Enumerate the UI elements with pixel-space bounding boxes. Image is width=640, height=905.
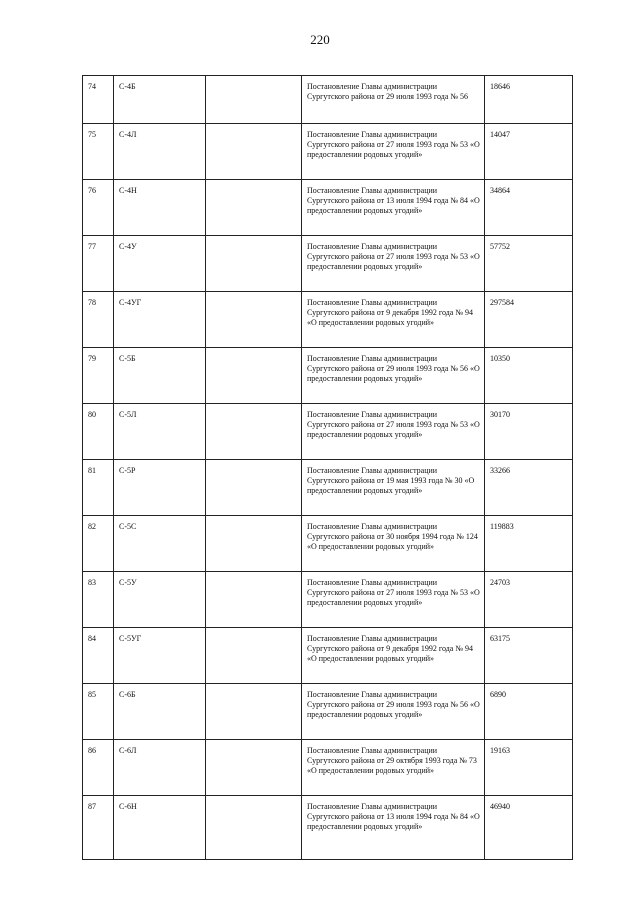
empty-cell (206, 236, 302, 292)
empty-cell (206, 572, 302, 628)
table-row (83, 180, 573, 236)
empty-cell (206, 348, 302, 404)
empty-cell (206, 460, 302, 516)
legal-basis-cell: Постановление Главы администрации Сургутского района от 30 ноября 1994 года № 124 «О предоставлении родовых угодий» (302, 516, 485, 572)
empty-cell (206, 180, 302, 236)
legal-basis-cell: Постановление Главы администрации Сургутского района от 27 июля 1993 года № 53 «О предоставлении родовых угодий» (302, 124, 485, 180)
table-row (83, 348, 573, 404)
area-cell: 57752 (485, 236, 573, 292)
area-cell: 46940 (485, 796, 573, 860)
area-cell: 10350 (485, 348, 573, 404)
legal-basis-cell: Постановление Главы администрации Сургутского района от 9 декабря 1992 года № 94 «О предоставлении родовых угодий» (302, 292, 485, 348)
area-cell: 14047 (485, 124, 573, 180)
legal-basis-cell: Постановление Главы администрации Сургутского района от 9 декабря 1992 года № 94 «О предоставлении родовых угодий» (302, 628, 485, 684)
territory-code-cell: С-4У (114, 236, 206, 292)
table-row (83, 796, 573, 860)
table-row (83, 76, 573, 124)
registry-table (82, 75, 573, 860)
row-number-cell: 80 (83, 404, 114, 460)
page-number: 220 (310, 32, 330, 47)
registry-table-body (83, 76, 573, 860)
territory-code-cell: С-6Б (114, 684, 206, 740)
territory-code-cell: С-5УГ (114, 628, 206, 684)
legal-basis-cell: Постановление Главы администрации Сургутского района от 29 июля 1993 года № 56 (302, 76, 485, 124)
empty-cell (206, 740, 302, 796)
area-cell: 33266 (485, 460, 573, 516)
empty-cell (206, 628, 302, 684)
territory-code-cell: С-6Н (114, 796, 206, 860)
territory-code-cell: С-4Н (114, 180, 206, 236)
area-cell: 18646 (485, 76, 573, 124)
area-cell: 6890 (485, 684, 573, 740)
table-row (83, 516, 573, 572)
table-row (83, 236, 573, 292)
empty-cell (206, 76, 302, 124)
legal-basis-cell: Постановление Главы администрации Сургутского района от 27 июля 1993 года № 53 «О предоставлении родовых угодий» (302, 404, 485, 460)
legal-basis-cell: Постановление Главы администрации Сургутского района от 29 июля 1993 года № 56 «О предоставлении родовых угодий» (302, 348, 485, 404)
legal-basis-cell: Постановление Главы администрации Сургутского района от 13 июля 1994 года № 84 «О предоставлении родовых угодий» (302, 796, 485, 860)
row-number-cell: 76 (83, 180, 114, 236)
territory-code-cell: С-5Л (114, 404, 206, 460)
table-row (83, 740, 573, 796)
legal-basis-cell: Постановление Главы администрации Сургутского района от 29 июля 1993 года № 56 «О предоставлении родовых угодий» (302, 684, 485, 740)
area-cell: 24703 (485, 572, 573, 628)
row-number-cell: 79 (83, 348, 114, 404)
legal-basis-cell: Постановление Главы администрации Сургутского района от 13 июля 1994 года № 84 «О предоставлении родовых угодий» (302, 180, 485, 236)
territory-code-cell: С-4УГ (114, 292, 206, 348)
territory-code-cell: С-5У (114, 572, 206, 628)
row-number-cell: 84 (83, 628, 114, 684)
territory-code-cell: С-5Б (114, 348, 206, 404)
legal-basis-cell: Постановление Главы администрации Сургутского района от 27 июля 1993 года № 53 «О предоставлении родовых угодий» (302, 572, 485, 628)
territory-code-cell: С-6Л (114, 740, 206, 796)
row-number-cell: 87 (83, 796, 114, 860)
empty-cell (206, 796, 302, 860)
area-cell: 30170 (485, 404, 573, 460)
row-number-cell: 75 (83, 124, 114, 180)
area-cell: 34864 (485, 180, 573, 236)
empty-cell (206, 124, 302, 180)
table-row (83, 684, 573, 740)
table-row (83, 292, 573, 348)
territory-code-cell: С-5Р (114, 460, 206, 516)
area-cell: 297584 (485, 292, 573, 348)
table-row (83, 404, 573, 460)
table-row (83, 124, 573, 180)
row-number-cell: 81 (83, 460, 114, 516)
area-cell: 119883 (485, 516, 573, 572)
table-row (83, 628, 573, 684)
row-number-cell: 83 (83, 572, 114, 628)
table-row (83, 572, 573, 628)
row-number-cell: 82 (83, 516, 114, 572)
empty-cell (206, 404, 302, 460)
empty-cell (206, 684, 302, 740)
empty-cell (206, 292, 302, 348)
area-cell: 19163 (485, 740, 573, 796)
legal-basis-cell: Постановление Главы администрации Сургутского района от 19 мая 1993 года № 30 «О предоставлении родовых угодий» (302, 460, 485, 516)
table-row (83, 460, 573, 516)
row-number-cell: 77 (83, 236, 114, 292)
legal-basis-cell: Постановление Главы администрации Сургутского района от 27 июля 1993 года № 53 «О предоставлении родовых угодий» (302, 236, 485, 292)
row-number-cell: 85 (83, 684, 114, 740)
row-number-cell: 74 (83, 76, 114, 124)
row-number-cell: 86 (83, 740, 114, 796)
row-number-cell: 78 (83, 292, 114, 348)
legal-basis-cell: Постановление Главы администрации Сургутского района от 29 октября 1993 года № 73 «О предоставлении родовых угодий» (302, 740, 485, 796)
empty-cell (206, 516, 302, 572)
area-cell: 63175 (485, 628, 573, 684)
territory-code-cell: С-4Б (114, 76, 206, 124)
territory-code-cell: С-4Л (114, 124, 206, 180)
territory-code-cell: С-5С (114, 516, 206, 572)
